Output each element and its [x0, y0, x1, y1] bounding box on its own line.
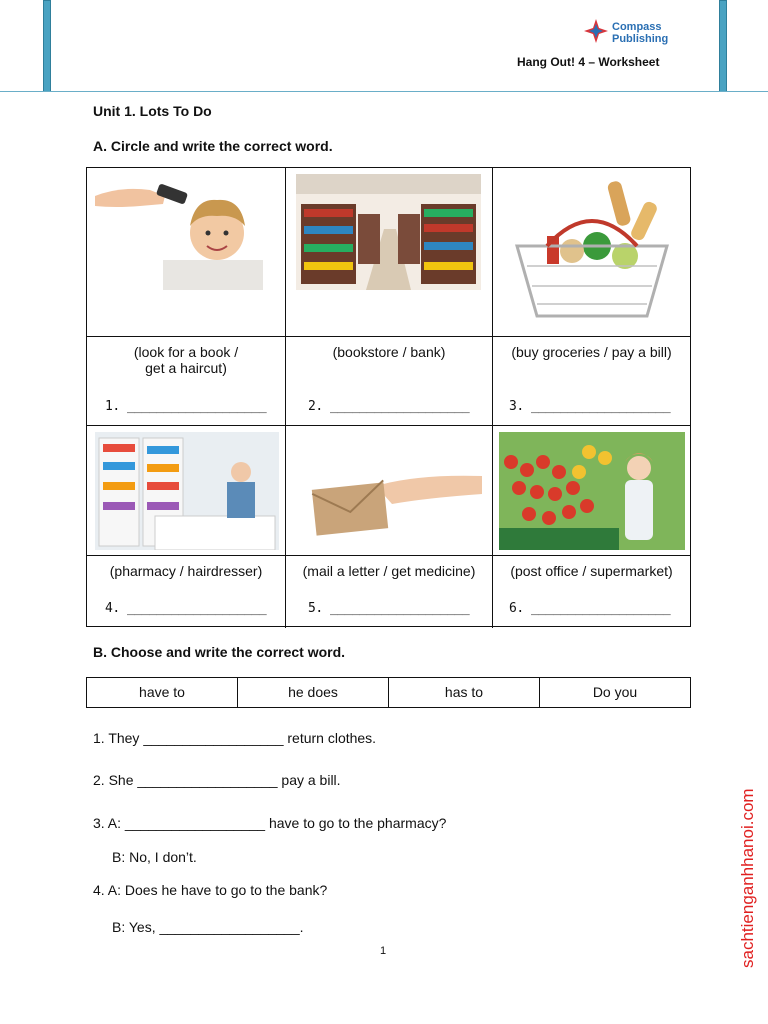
picture-cell-2	[286, 168, 493, 337]
options-text-1b: get a haircut)	[145, 360, 227, 376]
compass-star-icon	[583, 18, 609, 44]
header-rule	[0, 91, 768, 92]
answer-blank-1[interactable]: 1. ___________________	[105, 399, 267, 414]
question-1: 1. They __________________ return clothes.	[93, 730, 377, 746]
section-b-title: B. Choose and write the correct word.	[93, 644, 346, 660]
question-3a: 3. A: __________________ have to go to the pharmacy?	[93, 815, 447, 831]
section-a-title: A. Circle and write the correct word.	[93, 138, 333, 154]
picture-grid	[86, 167, 691, 627]
picture-cell-5	[286, 426, 493, 556]
question-3b: B: No, I don’t.	[112, 849, 197, 865]
haircut-icon	[95, 178, 270, 290]
option-cell-3	[493, 337, 690, 426]
word-bank-item: has to	[389, 678, 540, 707]
option-cell-5	[286, 556, 493, 628]
answer-blank-4[interactable]: 4. ___________________	[105, 601, 267, 616]
picture-cell-4	[87, 426, 286, 556]
question-4b: B: Yes, __________________.	[112, 919, 304, 935]
compass-logo	[583, 18, 683, 48]
answer-blank-3[interactable]: 3. ___________________	[509, 399, 671, 414]
options-text-4: (pharmacy / hairdresser)	[109, 563, 263, 579]
options-text-2: (bookstore / bank)	[332, 344, 446, 360]
logo-line1: Compass	[612, 21, 662, 33]
picture-cell-3	[493, 168, 690, 337]
unit-title: Unit 1. Lots To Do	[93, 103, 212, 119]
options-text-1a: (look for a book /	[133, 344, 239, 360]
page-number: 1	[380, 945, 387, 957]
options-text-6: (post office / supermarket)	[510, 563, 673, 579]
letter-icon	[296, 446, 482, 536]
worksheet-subtitle: Hang Out! 4 – Worksheet	[517, 55, 660, 69]
header-bar-left	[43, 0, 51, 92]
option-cell-2	[286, 337, 493, 426]
answer-blank-6[interactable]: 6. ___________________	[509, 601, 671, 616]
word-bank-item: Do you	[592, 684, 638, 700]
word-bank	[86, 677, 691, 708]
option-cell-4	[87, 556, 286, 628]
logo-line2: Publishing	[612, 33, 669, 45]
question-4a: 4. A: Does he have to go to the bank?	[93, 882, 328, 898]
answer-blank-2[interactable]: 2. ___________________	[308, 399, 470, 414]
answer-blank-5[interactable]: 5. ___________________	[308, 601, 470, 616]
options-text-5: (mail a letter / get medicine)	[302, 563, 476, 579]
option-cell-6	[493, 556, 690, 628]
question-2: 2. She __________________ pay a bill.	[93, 772, 341, 788]
bookstore-icon	[296, 174, 481, 290]
option-cell-1	[87, 337, 286, 426]
word-bank-item: he does	[238, 678, 389, 707]
options-text-3: (buy groceries / pay a bill)	[511, 344, 672, 360]
watermark-url[interactable]: sachtienganhhanoi.com	[738, 788, 757, 968]
header-bar-right	[719, 0, 727, 92]
supermarket-icon	[499, 432, 685, 550]
grocery-basket-icon	[507, 176, 677, 328]
word-bank-item: have to	[87, 678, 238, 707]
picture-cell-1	[87, 168, 286, 337]
pharmacy-icon	[95, 432, 279, 550]
picture-cell-6	[493, 426, 690, 556]
